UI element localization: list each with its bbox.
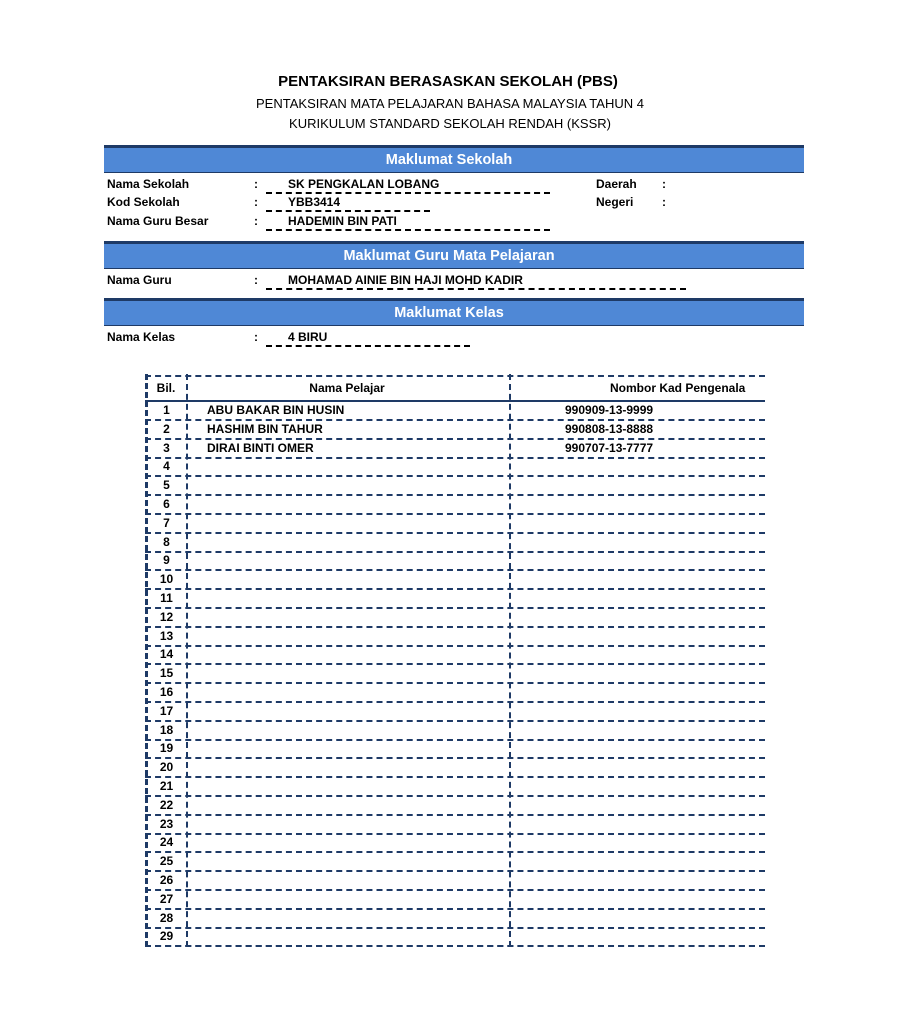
column-header-nama: Nama Pelajar bbox=[309, 381, 385, 395]
document-subtitle: PENTAKSIRAN MATA PELAJARAN BAHASA MALAYSIA TAHUN 4 bbox=[256, 96, 644, 111]
table-row bbox=[145, 758, 765, 777]
cell-bil: 14 bbox=[159, 647, 174, 662]
colon: : bbox=[254, 330, 258, 344]
section-rule bbox=[104, 325, 804, 326]
table-row bbox=[145, 927, 765, 946]
value-nama-sekolah: SK PENGKALAN LOBANG bbox=[288, 177, 440, 191]
cell-bil: 27 bbox=[159, 891, 174, 906]
table-row bbox=[145, 664, 765, 683]
cell-bil: 24 bbox=[159, 835, 174, 850]
label-nama-guru: Nama Guru bbox=[107, 273, 172, 287]
table-row bbox=[145, 683, 765, 702]
cell-bil: 11 bbox=[160, 591, 173, 605]
table-row bbox=[145, 551, 765, 570]
label-nama-guru-besar: Nama Guru Besar bbox=[107, 214, 209, 228]
table-row bbox=[145, 909, 765, 928]
cell-bil: 3 bbox=[163, 440, 170, 455]
section-rule bbox=[104, 172, 804, 173]
table-bottom-border bbox=[145, 945, 765, 947]
label-nama-sekolah: Nama Sekolah bbox=[107, 177, 190, 191]
label-negeri: Negeri bbox=[596, 195, 634, 209]
cell-bil: 8 bbox=[163, 534, 170, 549]
table-row bbox=[145, 495, 765, 514]
cell-bil: 4 bbox=[163, 459, 170, 474]
table-row bbox=[145, 871, 765, 890]
table-row bbox=[145, 815, 765, 834]
table-row bbox=[145, 476, 765, 495]
value-nama-guru-besar: HADEMIN BIN PATI bbox=[288, 214, 397, 228]
table-row bbox=[145, 890, 765, 909]
table-row bbox=[145, 401, 765, 420]
value-kod-sekolah: YBB3414 bbox=[288, 195, 341, 209]
cell-bil: 12 bbox=[159, 609, 174, 624]
colon: : bbox=[254, 177, 258, 191]
cell-bil: 26 bbox=[159, 873, 174, 887]
document-subtitle-kssr: KURIKULUM STANDARD SEKOLAH RENDAH (KSSR) bbox=[289, 116, 611, 131]
table-row bbox=[145, 777, 765, 796]
cell-bil: 13 bbox=[159, 628, 174, 643]
table-row bbox=[145, 739, 765, 758]
table-row bbox=[145, 420, 765, 439]
section-rule bbox=[104, 268, 804, 269]
table-row bbox=[145, 702, 765, 721]
table-row bbox=[145, 645, 765, 664]
colon: : bbox=[662, 195, 666, 209]
cell-bil: 28 bbox=[159, 910, 174, 925]
cell-bil: 15 bbox=[159, 666, 174, 681]
cell-bil: 23 bbox=[159, 816, 174, 831]
colon: : bbox=[662, 177, 666, 191]
cell-nombor-kad: 990707-13-7777 bbox=[565, 440, 654, 455]
table-row bbox=[145, 627, 765, 646]
cell-bil: 7 bbox=[163, 515, 170, 530]
section-header-sekolah bbox=[104, 145, 804, 173]
value-nama-guru: MOHAMAD AINIE BIN HAJI MOHD KADIR bbox=[288, 273, 523, 287]
table-row bbox=[145, 570, 765, 589]
table-row bbox=[145, 533, 765, 552]
cell-bil: 20 bbox=[159, 760, 174, 775]
table-row bbox=[145, 514, 765, 533]
cell-bil: 9 bbox=[163, 553, 170, 568]
column-header-bil: Bil. bbox=[156, 381, 176, 395]
label-daerah: Daerah bbox=[596, 177, 637, 191]
cell-bil: 29 bbox=[159, 929, 174, 944]
field-underline bbox=[266, 210, 430, 212]
table-row bbox=[145, 796, 765, 815]
field-underline bbox=[266, 192, 550, 194]
cell-nombor-kad: 990909-13-9999 bbox=[565, 403, 654, 417]
cell-nama-pelajar: HASHIM BIN TAHUR bbox=[207, 421, 323, 436]
field-underline bbox=[266, 288, 686, 290]
table-row bbox=[145, 457, 765, 476]
column-header-ic: Nombor Kad Pengenala bbox=[610, 381, 746, 395]
label-kod-sekolah: Kod Sekolah bbox=[107, 195, 180, 209]
field-underline bbox=[266, 229, 550, 231]
section-header-guru bbox=[104, 241, 804, 269]
value-nama-kelas: 4 BIRU bbox=[288, 330, 328, 344]
colon: : bbox=[254, 195, 258, 209]
table-row bbox=[145, 833, 765, 852]
table-row bbox=[145, 589, 765, 608]
cell-bil: 2 bbox=[163, 421, 170, 436]
table-row bbox=[145, 721, 765, 740]
cell-bil: 21 bbox=[159, 779, 174, 793]
cell-nama-pelajar: DIRAI BINTI OMER bbox=[207, 440, 314, 455]
cell-bil: 25 bbox=[159, 854, 174, 869]
section-title-guru: Maklumat Guru Mata Pelajaran bbox=[343, 248, 555, 264]
cell-bil: 18 bbox=[159, 722, 174, 737]
colon: : bbox=[254, 214, 258, 228]
cell-bil: 17 bbox=[159, 703, 174, 718]
document-title: PENTAKSIRAN BERASASKAN SEKOLAH (PBS) bbox=[278, 73, 618, 90]
table-row bbox=[145, 852, 765, 871]
table-row bbox=[145, 608, 765, 627]
field-underline bbox=[266, 345, 470, 347]
section-title-sekolah: Maklumat Sekolah bbox=[385, 152, 513, 168]
table-top-border bbox=[145, 375, 765, 377]
cell-bil: 10 bbox=[159, 572, 174, 587]
cell-bil: 5 bbox=[163, 478, 170, 493]
cell-bil: 16 bbox=[159, 685, 174, 699]
section-header-kelas bbox=[104, 298, 804, 326]
cell-bil: 19 bbox=[159, 741, 174, 756]
table-row bbox=[145, 439, 765, 458]
cell-bil: 6 bbox=[163, 497, 170, 511]
cell-bil: 22 bbox=[159, 797, 174, 812]
cell-bil: 1 bbox=[163, 403, 170, 417]
colon: : bbox=[254, 273, 258, 287]
section-title-kelas: Maklumat Kelas bbox=[394, 305, 504, 321]
label-nama-kelas: Nama Kelas bbox=[107, 330, 176, 344]
cell-nombor-kad: 990808-13-8888 bbox=[565, 421, 654, 436]
cell-nama-pelajar: ABU BAKAR BIN HUSIN bbox=[207, 403, 345, 417]
student-table bbox=[145, 374, 765, 947]
